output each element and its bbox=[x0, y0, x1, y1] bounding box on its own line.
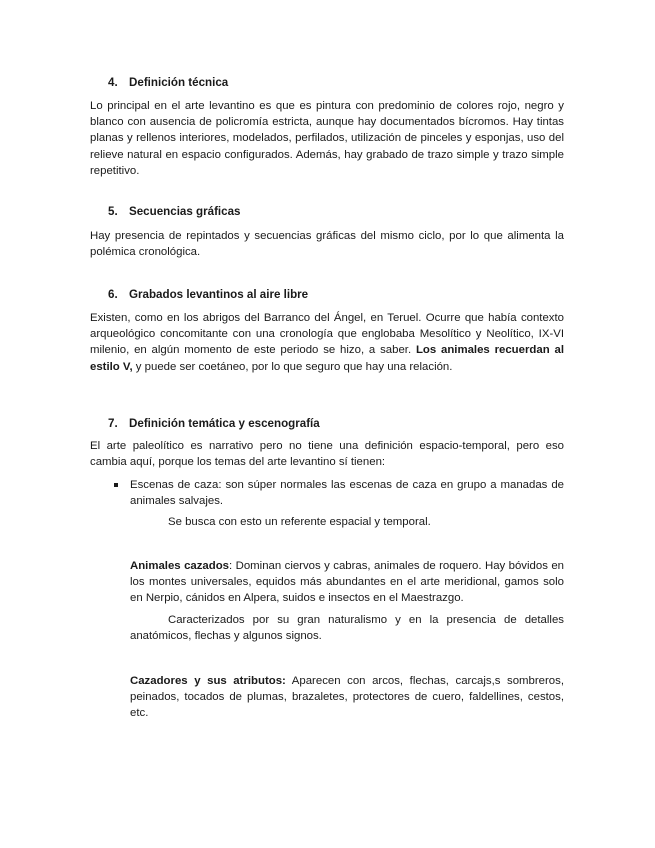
animals-note: Caracterizados por su gran naturalismo y en la presencia de detalles anatómicos, flechas y algunos signos. bbox=[130, 614, 564, 643]
animals-paragraph bbox=[130, 558, 564, 607]
hunters-text: Aparecen con arcos, flechas, carcajs,s sombreros, peinados, tocados de plumas, brazaletes, protectores de cuero, faldellines, cestos, etc. bbox=[130, 675, 565, 720]
section-number: 6. bbox=[108, 288, 118, 301]
section-6-body bbox=[90, 310, 564, 375]
list-item bbox=[114, 477, 564, 509]
section-title: Grabados levantinos al aire libre bbox=[129, 288, 309, 301]
animals-label: Animales cazados bbox=[130, 560, 230, 572]
section-5-heading bbox=[108, 204, 241, 220]
bullet-marker bbox=[114, 483, 118, 487]
section-number: 4. bbox=[108, 76, 118, 89]
body-text: Existen, como en los abrigos del Barranco del Ángel, en Teruel. Ocurre que había contexto arqueológico concomitante con una cronología que englobaba Mesolítico y Neolítico, IX-VI milenio, en algún momento de este periodo se hizo, a saber. bbox=[90, 312, 564, 357]
section-title: Secuencias gráficas bbox=[129, 205, 241, 218]
section-number: 5. bbox=[108, 205, 118, 218]
section-7-heading bbox=[108, 416, 320, 432]
section-7-body: El arte paleolítico es narrativo pero no tiene una definición espacio-temporal, pero eso cambia aquí, porque los temas del arte levantino sí tienen: bbox=[90, 440, 564, 469]
section-5-body: Hay presencia de repintados y secuencias gráficas del mismo ciclo, por lo que alimenta la polémica cronológica. bbox=[90, 230, 564, 259]
section-6-heading bbox=[108, 287, 308, 303]
section-title: Definición temática y escenografía bbox=[129, 417, 320, 430]
section-4-body: Lo principal en el arte levantino es que es pintura con predominio de colores rojo, negro y blanco con ausencia de policromía estricta, aunque hay documentados bícromos. Hay tintas planas y rellenos interiores, modelados, perfilados, utilización de pinceles y esponjas, uso del relieve natural en espacio configurados. Además, hay grabado de trazo simple y trazo simple repetitivo. bbox=[90, 100, 564, 177]
section-4-heading bbox=[108, 75, 228, 91]
hunters-label: Cazadores y sus atributos: bbox=[130, 675, 286, 687]
section-number: 7. bbox=[108, 417, 118, 430]
animals-text: : Dominan ciervos y cabras, animales de roquero. Hay bóvidos en los montes universales, equidos más abundantes en el arte meridional, gamos solo en Nerpio, cánidos en Alpera, suidos e insectos en el Maestrazgo. bbox=[130, 560, 564, 605]
section-title: Definición técnica bbox=[129, 76, 229, 89]
list-item-text: Escenas de caza: son súper normales las escenas de caza en grupo a manadas de animales salvajes. bbox=[130, 479, 564, 508]
body-bold-text: Los animales recuerdan al estilo V, bbox=[90, 344, 564, 373]
body-text: y puede ser coetáneo, por lo que seguro que hay una relación. bbox=[132, 360, 453, 373]
hunters-paragraph bbox=[130, 673, 564, 722]
bullet-note: Se busca con esto un referente espacial y temporal. bbox=[168, 516, 431, 528]
